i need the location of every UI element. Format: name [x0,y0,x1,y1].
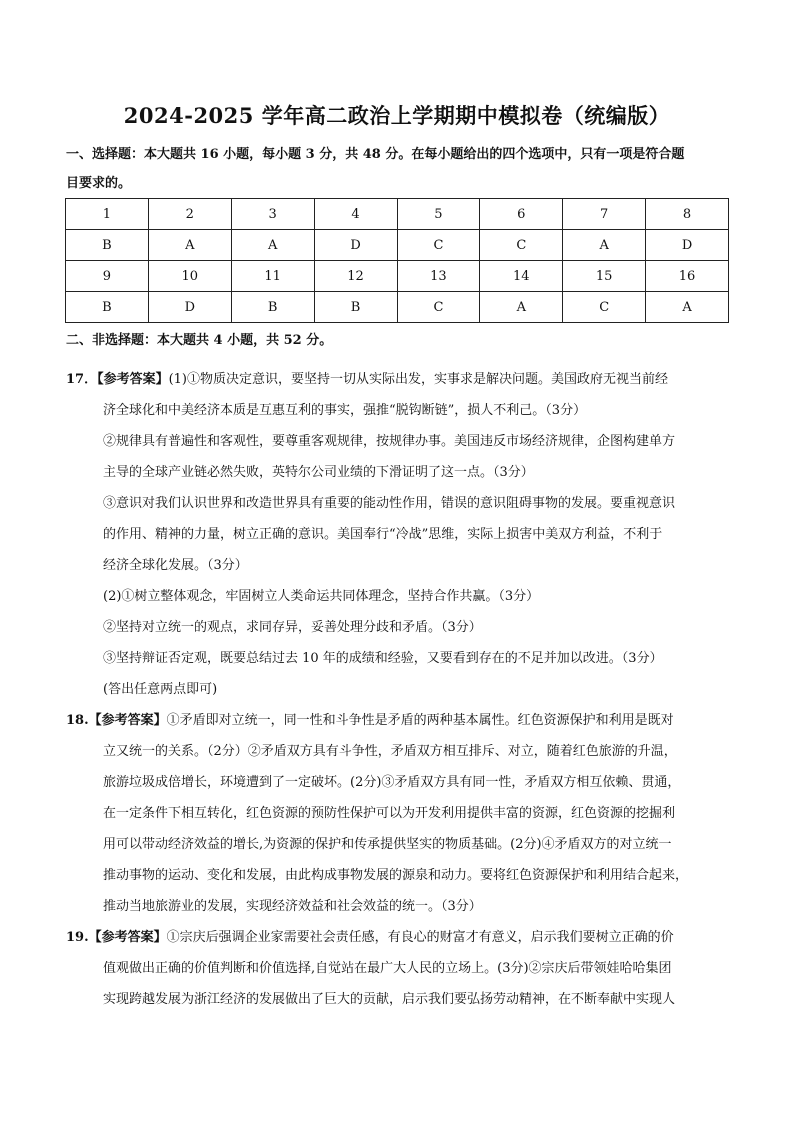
q18-line-4: 在一定条件下相互转化，红色资源的预防性保护可以为开发利用提供丰富的资源，红色资源的挖掘利 [103,806,676,821]
table-cell: 10 [148,261,231,292]
table-row [66,199,729,230]
q18-line-1: 18.【参考答案】①矛盾即对立统一，同一性和斗争性是矛盾的两种基本属性。红色资源保护和利用是既对 [66,713,674,728]
q19-line-2: 值观做出正确的价值判断和价值选择,自觉站在最广大人民的立场上。(3分)②宗庆后带领娃哈哈集团 [103,961,672,976]
table-cell: 3 [231,199,314,230]
table-cell: B [66,292,149,323]
q18-line-7: 推动当地旅游业的发展，实现经济效益和社会效益的统一。（3分） [103,899,482,914]
q17-line-8: (2)①树立整体观念，牢固树立人类命运共同体理念，坚持合作共赢。（3分） [103,589,540,604]
q19-number: 19.【参考答案】 [66,930,167,945]
table-cell: A [148,230,231,261]
q18-line-2: 立又统一的关系。（2分）②矛盾双方具有斗争性，矛盾双方相互排斥、对立，随着红色旅游的升温， [103,744,677,759]
table-cell: D [148,292,231,323]
q17-number: 17．【参考答案】 [66,372,169,387]
table-row [66,292,729,323]
table-cell: C [563,292,646,323]
q17-line-2: 济全球化和中美经济本质是互惠互利的事实，强推“脱钩断链”，损人不利己。（3分） [103,403,587,418]
table-cell: 4 [314,199,397,230]
section-1-heading-line-1: 一、选择题：本大题共 16 小题，每小题 3 分，共 48 分。在每小题给出的四个选项中，只有一项是符合题 [66,147,685,162]
section-2-heading: 二、非选择题：本大题共 4 小题，共 52 分。 [66,333,333,348]
table-row [66,261,729,292]
table-cell: 9 [66,261,149,292]
table-cell: D [314,230,397,261]
table-row [66,230,729,261]
table-cell: 13 [397,261,480,292]
q17-line-4: 主导的全球产业链必然失败，英特尔公司业绩的下滑证明了这一点。（3分） [103,465,534,480]
table-cell: B [66,230,149,261]
q17-line-5: ③意识对我们认识世界和改造世界具有重要的能动性作用，错误的意识阻碍事物的发展。要重视意识 [103,496,676,511]
table-cell: D [646,230,729,261]
q17-line-11: (答出任意两点即可) [103,682,218,697]
table-cell: B [314,292,397,323]
page-title: 2024-2025 学年高二政治上学期期中模拟卷（统编版） [123,103,671,128]
q17-line-10: ③坚持辩证否定观，既要总结过去 10 年的成绩和经验，又要看到存在的不足并加以改进。（3分） [103,651,663,666]
table-cell: 11 [231,261,314,292]
table-cell: 7 [563,199,646,230]
table-cell: 5 [397,199,480,230]
table-cell: 6 [480,199,563,230]
table-cell: 14 [480,261,563,292]
q17-line-7: 经济全球化发展。（3分） [103,558,248,573]
q19-line-1: 19.【参考答案】①宗庆后强调企业家需要社会责任感，有良心的财富才有意义，启示我们要树立正确的价 [66,930,674,945]
q18-line-6: 推动事物的运动、变化和发展，由此构成事物发展的源泉和动力。要将红色资源保护和利用结合起来， [103,868,689,883]
table-cell: 16 [646,261,729,292]
table-cell: 1 [66,199,149,230]
q19-line-3: 实现跨越发展为浙江经济的发展做出了巨大的贡献，启示我们要弘扬劳动精神，在不断奉献中实现人 [103,992,676,1007]
table-cell: C [480,230,563,261]
table-cell: 15 [563,261,646,292]
table-cell: 8 [646,199,729,230]
table-cell: C [397,230,480,261]
table-cell: A [231,230,314,261]
q17-line-1: 17．【参考答案】(1)①物质决定意识，要坚持一切从实际出发，实事求是解决问题。美国政府无视当前经 [66,372,669,387]
answer-table [65,198,729,323]
table-cell: B [231,292,314,323]
table-cell: 2 [148,199,231,230]
table-cell: 12 [314,261,397,292]
q17-line-3: ②规律具有普遍性和客观性，要尊重客观规律，按规律办事。美国违反市场经济规律，企图构建单方 [103,434,676,449]
q18-line-5: 用可以带动经济效益的增长,为资源的保护和传承提供坚实的物质基础。(2分)④矛盾双方的对立统一 [103,837,672,852]
answer-body [66,364,734,1015]
section-1-heading-line-2: 目要求的。 [66,176,132,191]
q18-line-3: 旅游垃圾成倍增长，环境遭到了一定破坏。(2分)③矛盾双方具有同一性，矛盾双方相互依赖、贯通， [103,775,681,790]
table-cell: C [397,292,480,323]
q17-line-9: ②坚持对立统一的观点，求同存异，妥善处理分歧和矛盾。（3分） [103,620,482,635]
q17-line-6: 的作用、精神的力量，树立正确的意识。美国奉行“冷战”思维，实际上损害中美双方利益，不利于 [103,527,663,542]
q18-number: 18.【参考答案】 [66,713,167,728]
table-cell: A [563,230,646,261]
section-1-heading [66,140,736,198]
table-cell: A [480,292,563,323]
table-cell: A [646,292,729,323]
